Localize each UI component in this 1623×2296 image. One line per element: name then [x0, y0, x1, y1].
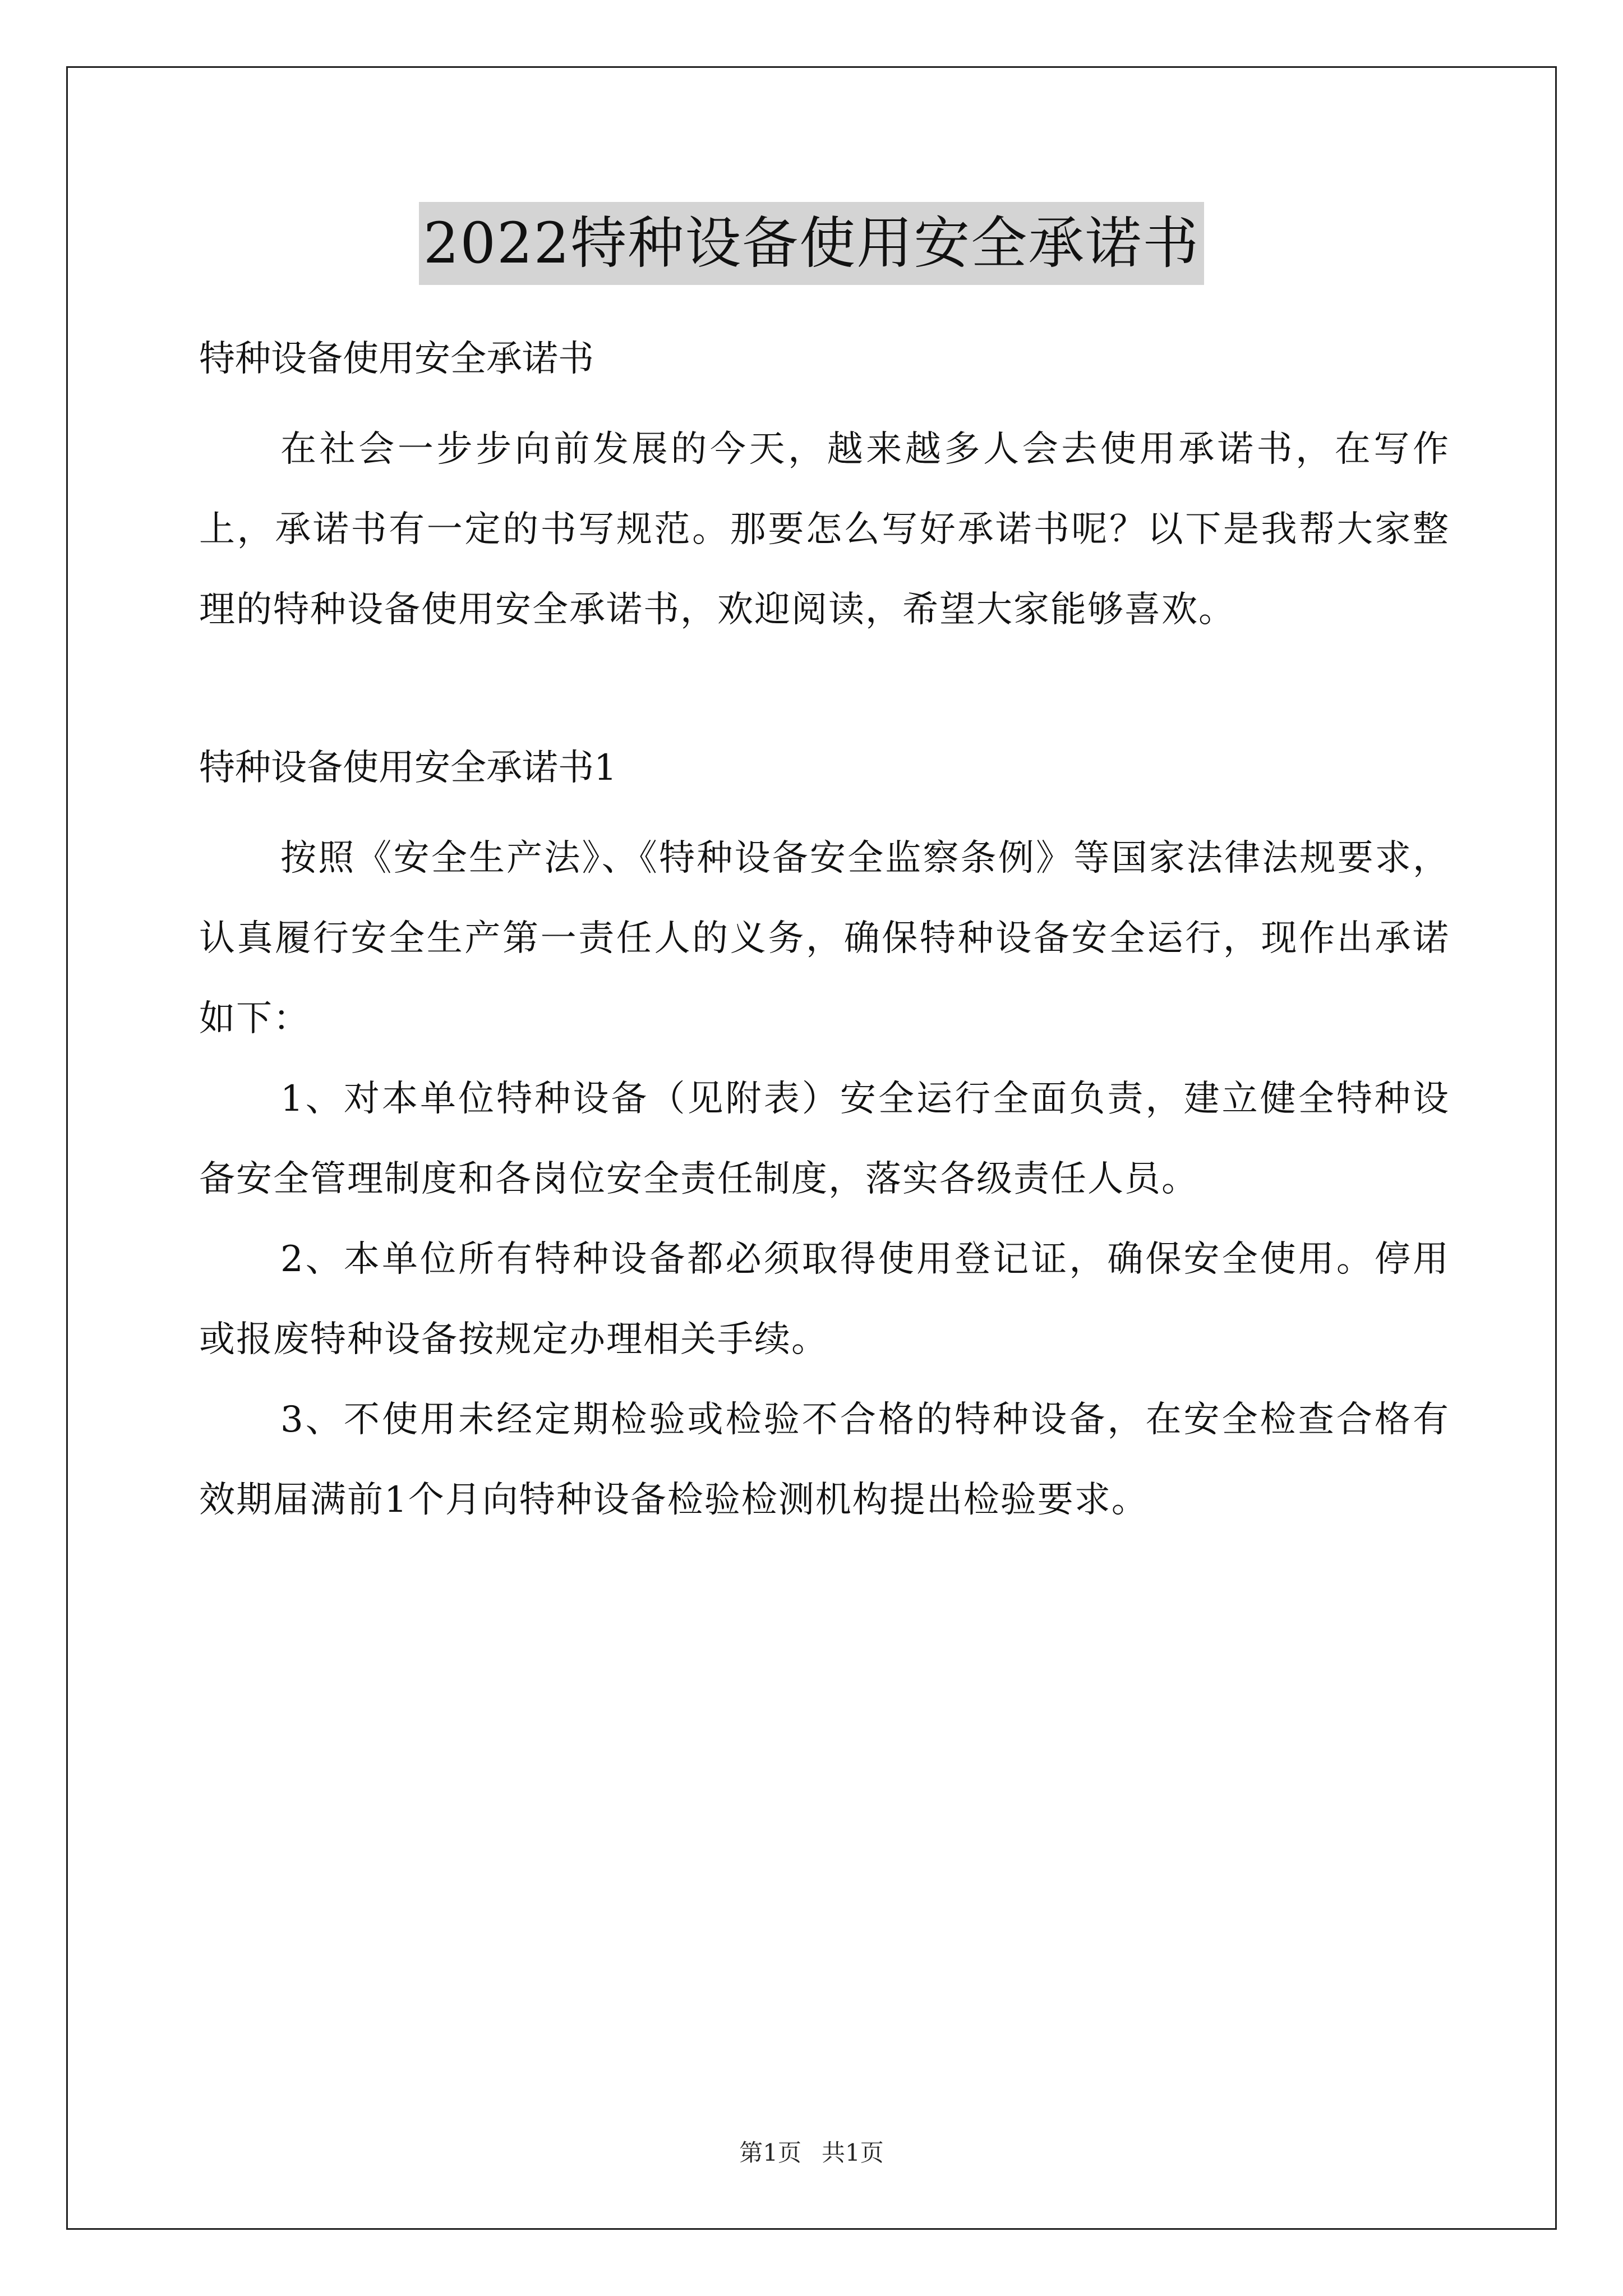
document-title: 2022特种设备使用安全承诺书 [419, 202, 1205, 285]
section-heading: 特种设备使用安全承诺书1 [199, 747, 617, 789]
intro-paragraph: 在社会一步步向前发展的今天，越来越多人会去使用承诺书，在写作上，承诺书有一定的书写规范。那要怎么写好承诺书呢？以下是我帮大家整理的特种设备使用安全承诺书，欢迎阅读，希望大家能够喜欢。 [199, 429, 1450, 631]
commitment-item-3: 3、不使用未经定期检验或检验不合格的特种设备，在安全检查合格有效期届满前1个月向特种设备检验检测机构提出检验要求。 [199, 1399, 1450, 1521]
commitment-item-1: 1、对本单位特种设备（见附表）安全运行全面负责，建立健全特种设备安全管理制度和各岗位安全责任制度，落实各级责任人员。 [199, 1078, 1450, 1200]
page-number: 第1页 [739, 2139, 801, 2166]
document-body [199, 331, 1450, 1540]
page-total: 共1页 [822, 2139, 884, 2166]
commitment-item-2: 2、本单位所有特种设备都必须取得使用登记证，确保安全使用。停用或报废特种设备按规定办理相关手续。 [199, 1239, 1450, 1360]
section-intro-paragraph: 按照《安全生产法》、《特种设备安全监察条例》等国家法律法规要求，认真履行安全生产第一责任人的义务，确保特种设备安全运行，现作出承诺如下： [199, 838, 1450, 1039]
page-footer [0, 2136, 1623, 2170]
intro-heading: 特种设备使用安全承诺书 [199, 338, 594, 380]
title-container [0, 202, 1623, 285]
